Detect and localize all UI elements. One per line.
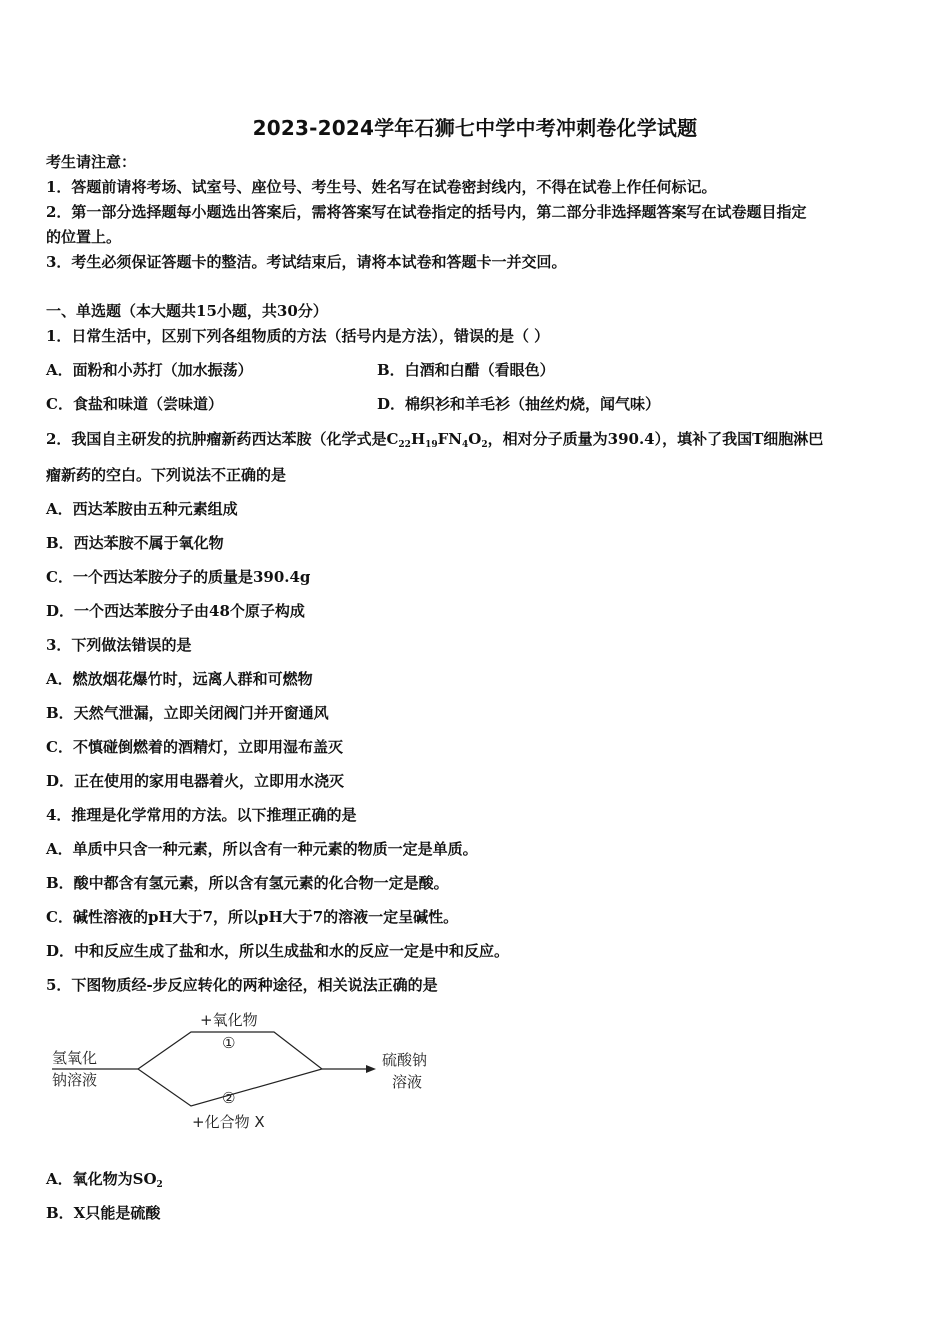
q2-stem-line2: 瘤新药的空白。下列说法不正确的是: [46, 466, 287, 484]
reaction-pathway-diagram: [46, 1005, 466, 1145]
diagram-bottom-number: ②: [222, 1089, 236, 1107]
q3-option-d: D．正在使用的家用电器着火，立即用水浇灭: [46, 772, 345, 790]
q1-option-b: B．白酒和白醋（看眼色）: [377, 361, 555, 379]
diagram-top-label: +氧化物: [200, 1011, 258, 1029]
diagram-left-label-2: 钠溶液: [52, 1071, 98, 1089]
q1-option-d: D．棉织衫和羊毛衫（抽丝灼烧，闻气味）: [377, 395, 661, 413]
q5-option-a-text: A．氧化物为SO: [46, 1170, 157, 1188]
diagram-left-label-1: 氢氧化: [52, 1049, 98, 1067]
q4-option-b: B．酸中都含有氢元素，所以含有氢元素的化合物一定是酸。: [46, 874, 449, 892]
formula-fn: FN: [437, 430, 463, 448]
notice-item-2-cont: 的位置上。: [46, 228, 122, 246]
q5-stem: 5．下图物质经-步反应转化的两种途径，相关说法正确的是: [46, 976, 438, 994]
diagram-bottom-label: +化合物 X: [192, 1113, 265, 1131]
q2-option-d: D．一个西达苯胺分子由48个原子构成: [46, 602, 305, 620]
notice-item-1: 1．答题前请将考场、试室号、座位号、考生号、姓名写在试卷密封线内，不得在试卷上作任何标记。: [46, 178, 717, 196]
diagram-top-number: ①: [222, 1034, 236, 1052]
formula-fn-sub: 4: [462, 440, 469, 450]
q3-option-a: A．燃放烟花爆竹时，远离人群和可燃物: [46, 670, 313, 688]
q5-option-a: [46, 1169, 163, 1189]
formula-c: C: [386, 430, 399, 448]
q1-stem: 1．日常生活中，区别下列各组物质的方法（括号内是方法），错误的是（ ）: [46, 327, 550, 345]
q2-stem: [46, 429, 823, 449]
formula-h-sub: 19: [425, 440, 438, 450]
notice-item-2: 2．第一部分选择题每小题选出答案后，需将答案写在试卷指定的括号内，第二部分非选择题答案写在试卷题目指定: [46, 203, 807, 221]
q1-option-a: A．面粉和小苏打（加水振荡）: [46, 361, 253, 379]
q1-option-c: C．食盐和味道（尝味道）: [46, 395, 223, 413]
section-heading: 一、单选题（本大题共15小题，共30分）: [46, 302, 328, 320]
diagram-right-label-2: 溶液: [392, 1073, 423, 1091]
diagram-right-label-1: 硫酸钠: [382, 1051, 428, 1069]
q5-option-a-sub: 2: [156, 1180, 163, 1190]
q3-stem: 3．下列做法错误的是: [46, 636, 192, 654]
q2-stem-pre: 2．我国自主研发的抗肿瘤新药西达苯胺（化学式是: [46, 430, 387, 448]
q3-option-b: B．天然气泄漏，立即关闭阀门并开窗通风: [46, 704, 329, 722]
q2-stem-post: ，相对分子质量为390.4），填补了我国T细胞淋巴: [487, 430, 824, 448]
q4-stem: 4．推理是化学常用的方法。以下推理正确的是: [46, 806, 357, 824]
formula-o: O: [468, 430, 482, 448]
formula-o-sub: 2: [481, 440, 488, 450]
notice-heading: 考生请注意：: [46, 153, 137, 171]
q2-option-b: B．西达苯胺不属于氧化物: [46, 534, 224, 552]
q4-option-d: D．中和反应生成了盐和水，所以生成盐和水的反应一定是中和反应。: [46, 942, 510, 960]
q4-option-a: A．单质中只含一种元素，所以含有一种元素的物质一定是单质。: [46, 840, 478, 858]
q5-option-b: B．X只能是硫酸: [46, 1204, 161, 1222]
formula-h: H: [410, 430, 426, 448]
q2-option-a: A．西达苯胺由五种元素组成: [46, 500, 238, 518]
diagram-arrowhead: [366, 1065, 376, 1073]
page-title: 2023-2024学年石狮七中学中考冲刺卷化学试题: [252, 116, 698, 140]
q2-option-c: C．一个西达苯胺分子的质量是390.4g: [46, 568, 311, 586]
formula-c-sub: 22: [398, 440, 411, 450]
notice-item-3: 3．考生必须保证答题卡的整洁。考试结束后，请将本试卷和答题卡一并交回。: [46, 253, 567, 271]
q4-option-c: C．碱性溶液的pH大于7，所以pH大于7的溶液一定呈碱性。: [46, 908, 459, 926]
q3-option-c: C．不慎碰倒燃着的酒精灯，立即用湿布盖灭: [46, 738, 343, 756]
